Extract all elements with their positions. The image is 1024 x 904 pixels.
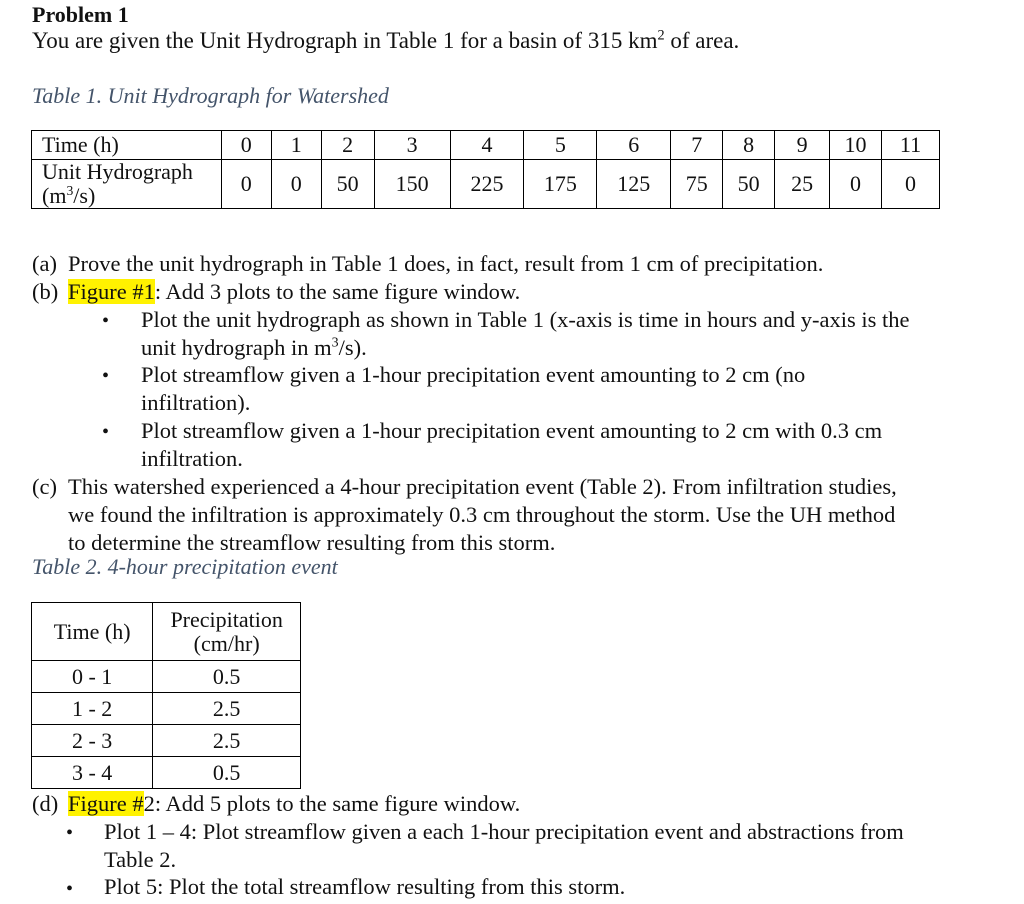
uh-label-unit: $(m^3/s)$: [42, 182, 96, 208]
precip-cell: 2.5: [153, 693, 301, 725]
bullet-icon: •: [102, 365, 110, 387]
part-d-bullet-1: Plot 1 – 4: Plot streamflow given a each 1-hour precipitation event and abstractions from Table 2.: [104, 819, 904, 872]
part-d-text: 2: Add 5 plots to the same figure window.: [143, 791, 521, 816]
part-b-bullet-2: Plot streamflow given a 1-hour precipitation event amounting to 2 cm (no infiltration).: [141, 362, 806, 415]
uh-value-cell: 0: [271, 160, 321, 209]
time-cell: 9: [775, 131, 830, 160]
time-row: [32, 131, 940, 160]
part-b-letter: (b): [32, 279, 59, 304]
precipitation-header: Precipitation (cm/hr): [153, 603, 301, 661]
figure2-highlight: Figure #: [68, 791, 144, 816]
problem-title: Problem 1: [32, 2, 129, 27]
figure1-highlight: Figure #1: [68, 279, 155, 304]
time-cell: 7: [671, 131, 723, 160]
bullet-icon: •: [102, 310, 110, 332]
unit-hydrograph-row: [32, 160, 940, 209]
part-c-letter: (c): [32, 474, 57, 499]
time-cell: 10: [830, 131, 882, 160]
time-cell: 2: [321, 131, 374, 160]
problem-intro: [32, 28, 739, 54]
precip-cell: 0.5: [153, 757, 301, 789]
precipitation-table: [31, 602, 301, 789]
uh-value-cell: 50: [321, 160, 374, 209]
precipitation-table-header: [32, 603, 301, 661]
part-a: [32, 250, 824, 278]
table2-caption: Table 2. 4-hour precipitation event: [32, 554, 338, 579]
time-cell: 1: [271, 131, 321, 160]
table1-caption: Table 1. Unit Hydrograph for Watershed: [32, 83, 389, 108]
part-a-letter: (a): [32, 251, 57, 276]
part-d-letter: (d): [32, 791, 59, 816]
uh-value-cell: 175: [524, 160, 597, 209]
part-c-text: This watershed experienced a 4-hour precipitation event (Table 2). From infiltration studies, we found the infiltration is approximately 0.3 cm throughout the storm. Use the UH method to determine the streamflow resulting from this storm.: [68, 474, 897, 555]
uh-value-cell: 75: [671, 160, 723, 209]
table-row: [32, 725, 301, 757]
part-c: [32, 473, 57, 501]
part-b-bullet-1: Plot the unit hydrograph as shown in Table 1 (x-axis is time in hours and y-axis is the unit hydrograph in $m^3/s$).: [141, 307, 910, 360]
time-cell: 3 - 4: [32, 757, 153, 789]
uh-value-cell: 150: [374, 160, 450, 209]
time-cell: 5: [524, 131, 597, 160]
part-a-text: Prove the unit hydrograph in Table 1 does, in fact, result from 1 cm of precipitation.: [68, 251, 824, 276]
uh-value-cell: 0: [881, 160, 939, 209]
time-cell: 11: [881, 131, 939, 160]
uh-value-cell: 125: [597, 160, 671, 209]
bullet-icon: •: [66, 822, 74, 844]
uh-value-cell: 0: [830, 160, 882, 209]
precip-cell: 2.5: [153, 725, 301, 757]
time-cell: 4: [450, 131, 524, 160]
intro-text: You are given the Unit Hydrograph in Table 1 for a basin of 315 km: [32, 28, 658, 53]
unit-hydrograph-table: [31, 130, 940, 209]
uh-value-cell: 0: [221, 160, 271, 209]
unit-hydrograph-row-label: [32, 160, 222, 209]
time-cell: 0 - 1: [32, 661, 153, 693]
time-cell: 6: [597, 131, 671, 160]
time-cell: 3: [374, 131, 450, 160]
time-cell: 1 - 2: [32, 693, 153, 725]
intro-suffix: of area.: [664, 28, 740, 53]
part-b-text: : Add 3 plots to the same figure window.: [154, 279, 521, 304]
uh-value-cell: 25: [775, 160, 830, 209]
table-row: [32, 661, 301, 693]
part-b-bullet-3: Plot streamflow given a 1-hour precipitation event amounting to 2 cm with 0.3 cm infiltration.: [141, 418, 883, 471]
bullet-icon: •: [102, 421, 110, 443]
table-row: [32, 757, 301, 789]
time-header: Time (h): [32, 603, 153, 661]
time-cell: 0: [221, 131, 271, 160]
part-d-bullet-2: Plot 5: Plot the total streamflow resulting from this storm.: [104, 874, 626, 899]
time-cell: 2 - 3: [32, 725, 153, 757]
bullet-icon: •: [66, 878, 74, 900]
uh-value-cell: 50: [723, 160, 775, 209]
time-row-label: Time (h): [32, 131, 222, 160]
uh-value-cell: 225: [450, 160, 524, 209]
table-row: [32, 693, 301, 725]
precip-cell: 0.5: [153, 661, 301, 693]
part-d: [32, 790, 521, 818]
part-b: [32, 278, 521, 306]
uh-label-line1: Unit Hydrograph: [42, 159, 193, 184]
intro-superscript: 2: [657, 27, 665, 44]
time-cell: 8: [723, 131, 775, 160]
